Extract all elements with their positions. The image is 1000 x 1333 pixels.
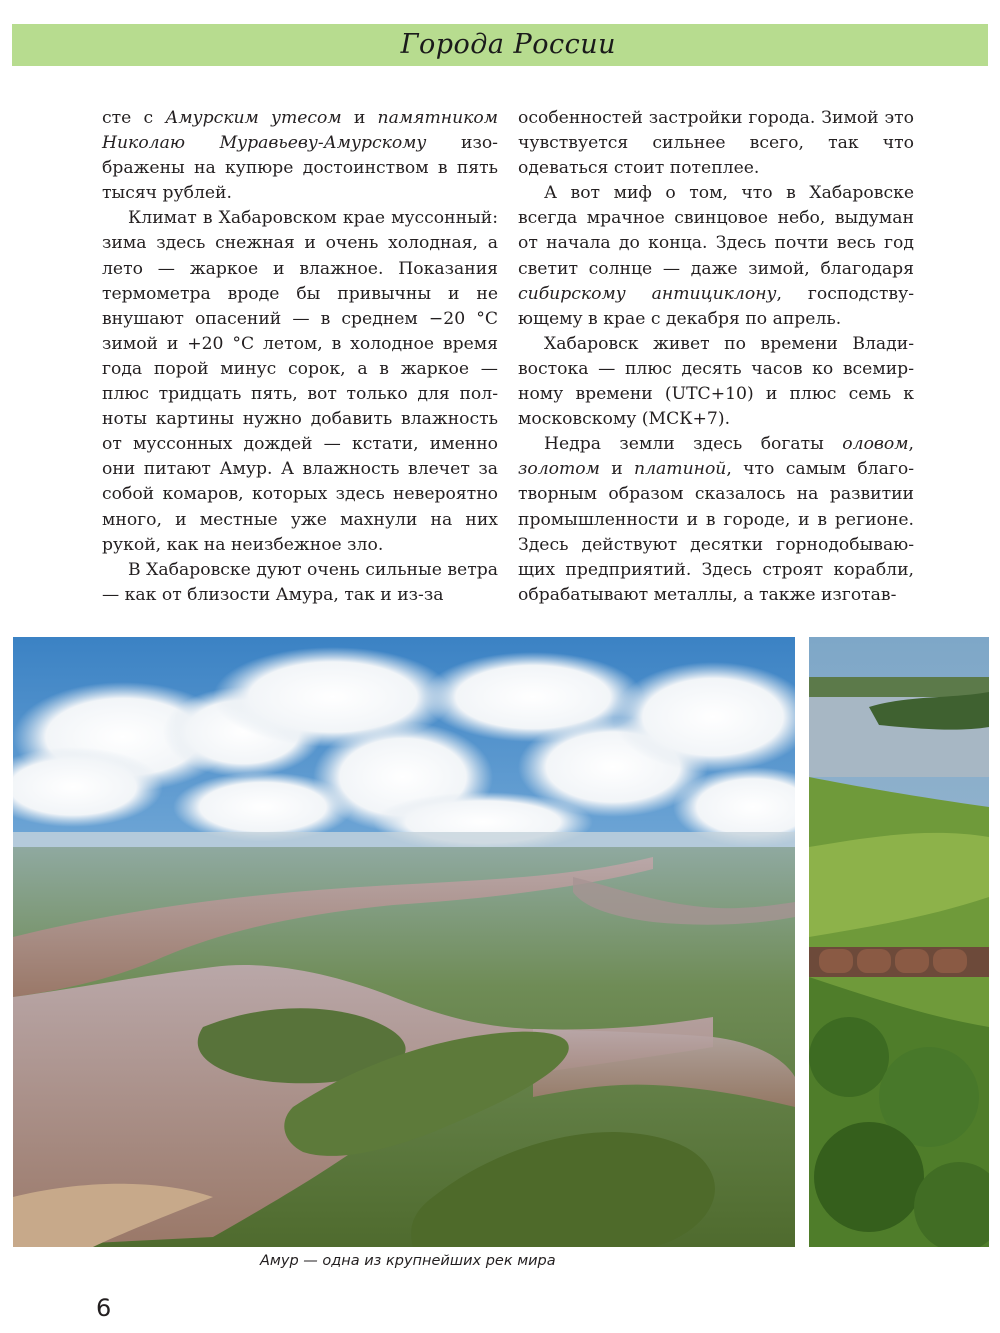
- amur-river-aerial-photo: [13, 637, 795, 1247]
- amur-river-illustration: [13, 637, 795, 1247]
- page-number: 6: [96, 1294, 112, 1322]
- paragraph: [102, 106, 498, 206]
- text-run: ,: [908, 434, 914, 455]
- text-run: В Хабаровске дуют очень сильные ветра — как от близости Амура, так и из-за: [102, 559, 498, 605]
- text-run: , что самым благотворным образом сказалось на развитии промышленности и в городе, и в регионе. Здесь действуют десятки горнодобывающих предприятий. Здесь строят корабли, обрабатывают металлы, а также изготав-: [518, 459, 914, 605]
- text-run: и: [599, 459, 635, 480]
- text-run: А вот миф о том, что в Хабаровске всегда мрачное свинцовое небо, выдуман от начала до конца. Здесь почти весь год светит солнце — даже зимой, благодаря: [518, 183, 914, 279]
- paragraph: [102, 206, 498, 557]
- text-run: Климат в Хабаровском крае муссонный: зима здесь снежная и очень холодная, а лето — жаркое и влажное. Показания термометра вроде бы привычны и не внушают опасений — в среднем −20 °C зимой и +20 °C летом, в холодное время года порой минус сорок, а в жаркое — плюс тридцать пять, вот только для полноты картины нужно добавить влажность от муссонных дождей — кстати, именно они питают Амур. А влажность влечет за собой комаров, которых здесь невероятно много, и местные уже махнули на них рукой, как на неизбежное зло.: [102, 208, 498, 555]
- text-column-left: [102, 106, 498, 608]
- text-run: изображены на купюре достоинством в пять тысяч рублей.: [102, 133, 498, 204]
- italic-term: сибирскому антициклону: [518, 283, 777, 304]
- text-run: , господствующему в крае с декабря по апрель.: [518, 283, 914, 329]
- italic-term: Амурским утесом: [165, 108, 342, 128]
- italic-term: оловом: [842, 434, 909, 455]
- paragraph: [518, 181, 914, 332]
- section-header-band: [12, 24, 988, 66]
- paragraph: [518, 432, 914, 608]
- railway-landscape-illustration: [809, 637, 989, 1247]
- text-run: сте с: [102, 108, 166, 128]
- paragraph: [102, 558, 498, 608]
- italic-term: платиной: [634, 459, 727, 480]
- text-column-right: [518, 106, 914, 608]
- text-run: Недра земли здесь богаты: [544, 434, 843, 455]
- section-title: Города России: [400, 29, 616, 60]
- figure-caption: Амур — одна из крупнейших рек мира: [260, 1253, 556, 1269]
- paragraph: [518, 106, 914, 181]
- text-run: Хабаровск живет по времени Владивостока — плюс десять часов ко всемирному времени (UTC+10) и плюс семь к московскому (МСК+7).: [518, 333, 914, 430]
- text-run: особенностей застройки города. Зимой это чувствуется сильнее всего, так что одеваться стоит потеплее.: [518, 108, 914, 179]
- khabarovsk-railway-photo: [809, 637, 989, 1247]
- text-run: и: [341, 108, 378, 128]
- italic-term: памятником Николаю Муравьеву-Амурскому: [102, 108, 498, 154]
- paragraph: [518, 332, 914, 432]
- italic-term: золотом: [518, 459, 600, 480]
